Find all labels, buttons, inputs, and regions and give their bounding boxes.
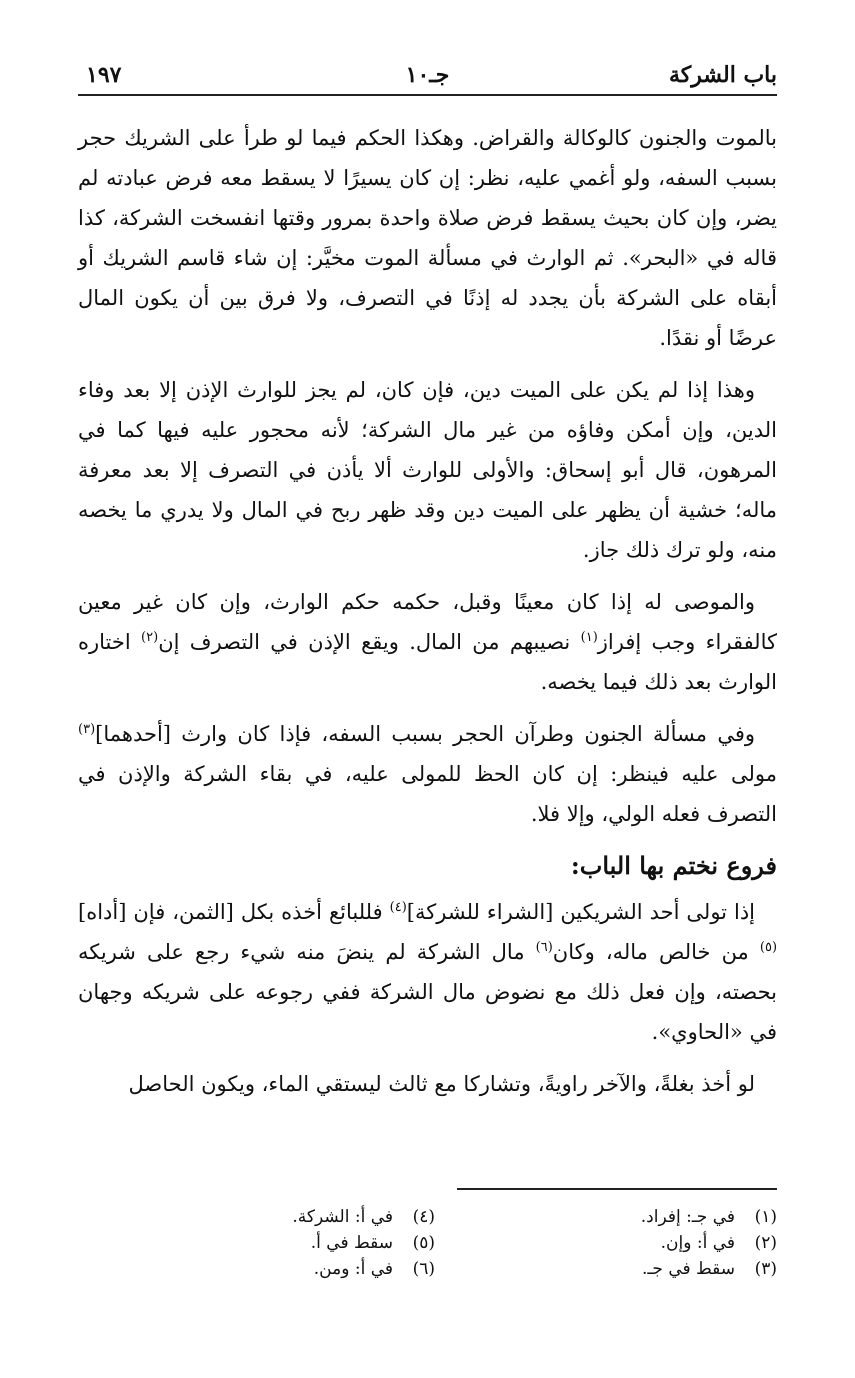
footnote-number: (١) [754,1207,777,1227]
footnotes-column-left [105,1204,435,1282]
footnote-marker: (١) [580,630,598,645]
footnote-number: (٤) [412,1207,435,1227]
paragraph [78,892,777,1052]
footnote-marker: (٢) [141,630,159,645]
volume-label: جـ١٠ [405,62,450,88]
footnote-text: في أ: وإن. [660,1233,735,1253]
paragraph-text: نصيبهم من المال. ويقع الإذن في التصرف إن [158,630,581,654]
footnote [105,1204,435,1230]
paragraph: وهذا إذا لم يكن على الميت دين، فإن كان، لم يجز للوارث الإذن إلا بعد وفاء الدين، وإن أمكن وفاؤه من غير مال الشركة؛ لأنه محجور عليه فيها كما في المرهون، قال أبو إسحاق: والأولى للوارث ألا يأذن في التصرف إلا بعد معرفة ماله؛ خشية أن يظهر على الميت دين وقد ظهر ربح في المال ولا يدري ما يخصه منه، ولو ترك ذلك جاز. [78,378,777,562]
paragraph-text: اختاره الوارث بعد ذلك فيما يخصه. [78,630,777,694]
paragraph-text: والموصى له إذا كان معينًا وقبل، حكمه حكم الوارث، وإن كان غير معين كالفقراء وجب إفراز [78,590,777,654]
paragraph-text: مال الشركة لم ينضَ منه شيء رجع على شريكه بحصته، وإن فعل ذلك مع نضوض مال الشركة ففي رجوعه على شريكه وجهان في «الحاوي». [78,940,777,1044]
footnote-text: في جـ: إفراد. [640,1207,735,1227]
footnote-marker: (٤) [389,900,407,915]
footnote-text: في أ: ومن. [313,1259,393,1279]
paragraph-text: مولى عليه فينظر: إن كان الحظ للمولى عليه، في بقاء الشركة والإذن في التصرف فعله الولي، وإلا فلا. [78,762,777,826]
footnote-marker: (٥) [759,940,778,955]
footnote-number: (٥) [412,1233,435,1253]
footnote [447,1204,777,1230]
footnote [105,1256,435,1282]
paragraph: لو أخذ بغلةً، والآخر راويةً، وتشاركا مع ثالث ليستقي الماء، ويكون الحاصل [128,1072,755,1096]
footnote [105,1230,435,1256]
page-number: ١٩٧ [86,62,122,88]
paragraph [78,714,777,834]
footnote-text: سقط في أ. [310,1233,393,1253]
section-heading: فروع نختم بها الباب: [570,851,777,880]
footnote-separator [457,1188,777,1190]
page-body [78,118,777,1116]
paragraph-text: فللبائع أخذه بكل [الثمن، فإن [أداه] [78,900,390,924]
page-header [78,60,777,96]
paragraph-text: إذا تولى أحد الشريكين [الشراء للشركة] [406,900,755,924]
footnote-number: (٣) [754,1259,777,1279]
footnote-text: في أ: الشركة. [292,1207,393,1227]
chapter-title: باب الشركة [668,62,777,88]
footnote-marker: (٦) [535,940,553,955]
footnote-text: سقط في جـ. [642,1259,735,1279]
footnotes-column-right [447,1204,777,1282]
footnote-number: (٦) [412,1259,435,1279]
paragraph [78,582,777,702]
paragraph-text: وفي مسألة الجنون وطرآن الحجر بسبب السفه، فإذا كان وارث [أحدهما] [95,722,755,746]
paragraph-text: من خالص ماله، وكان [552,940,760,964]
footnote [447,1230,777,1256]
paragraph: بالموت والجنون كالوكالة والقراض. وهكذا الحكم فيما لو طرأ على الشريك حجر بسبب السفه، ولو أغمي عليه، نظر: إن كان يسيرًا لا يسقط معه فرض عبادته لم يضر، وإن كان بحيث يسقط فرض صلاة واحدة بمرور وقتها انفسخت الشركة، كذا قاله في «البحر». ثم الوارث في مسألة الموت مخيَّر: إن شاء قاسم الشريك أو أبقاه على الشركة بأن يجدد له إذنًا في التصرف، ولا فرق بين أن يكون المال عرضًا أو نقدًا. [78,126,777,350]
footnote [447,1256,777,1282]
footnote-marker: (٣) [78,722,96,737]
footnote-number: (٢) [754,1233,777,1253]
